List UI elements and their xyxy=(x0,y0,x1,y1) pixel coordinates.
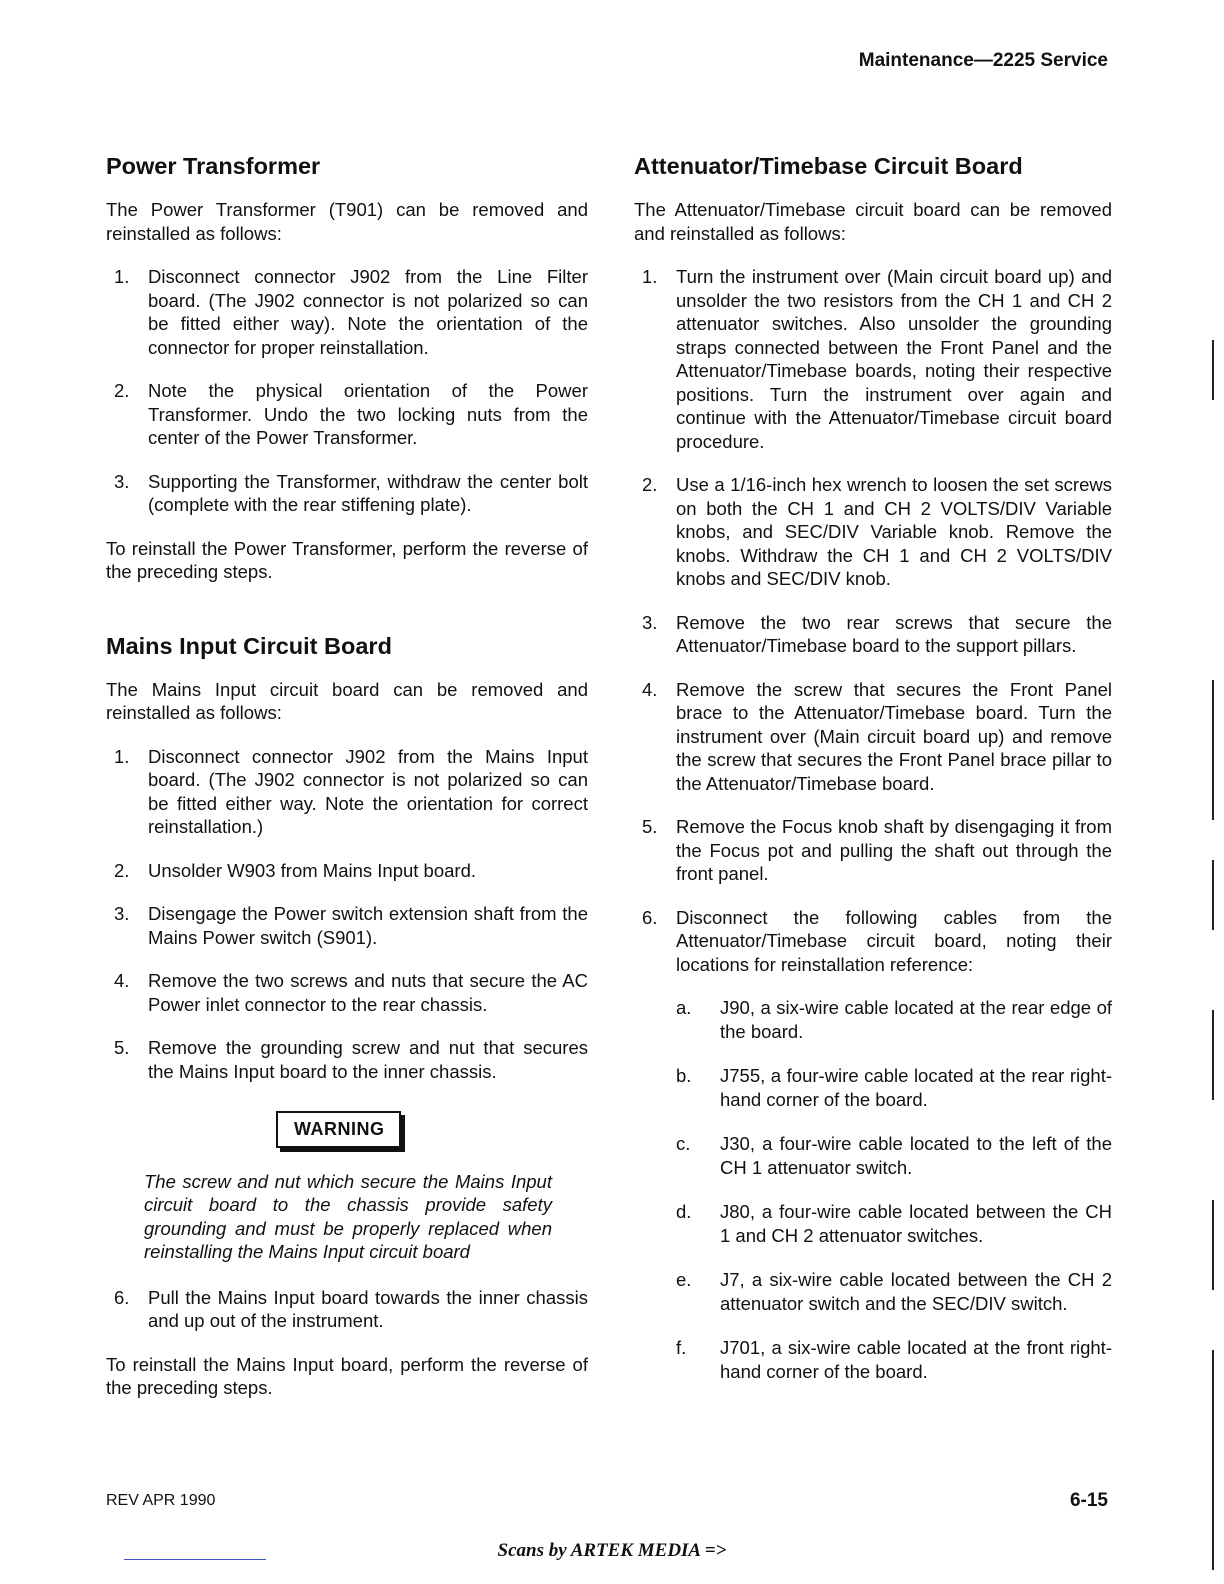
step-text: Unsolder W903 from Mains Input board. xyxy=(148,859,477,881)
scan-edge-mark xyxy=(1212,1350,1214,1570)
step-number: 2. xyxy=(642,474,658,495)
blue-underline-divider xyxy=(124,1559,266,1560)
list-item xyxy=(106,969,588,1016)
list-item xyxy=(676,1200,1112,1247)
substep-letter: c. xyxy=(676,1133,691,1154)
step-number: 5. xyxy=(642,816,658,837)
scan-edge-mark xyxy=(1212,680,1214,820)
cable-substeps xyxy=(634,996,1112,1383)
warning-text: The screw and nut which secure the Mains Input circuit board to the chassis provide safety grounding and must be properly replaced when reinstalling the Mains Input circuit board xyxy=(144,1170,552,1262)
substep-text: J30, a four-wire cable located to the left of the CH 1 attenuator switch. xyxy=(720,1133,1112,1178)
warning-callout xyxy=(106,1111,588,1148)
step-number: 3. xyxy=(114,903,130,924)
list-item xyxy=(676,1132,1112,1179)
list-item xyxy=(106,265,588,359)
list-item xyxy=(106,902,588,949)
page-number: 6-15 xyxy=(1069,1490,1108,1511)
attenuator-timebase-heading: Attenuator/Timebase Circuit Board xyxy=(634,153,1023,179)
step-text: Supporting the Transformer, withdraw the center bolt (complete with the rear stiffening plate). xyxy=(148,470,588,515)
step-text: Disconnect the following cables from the Attenuator/Timebase circuit board, noting their locations for reinstallation reference: xyxy=(676,906,1112,975)
power-transformer-outro: To reinstall the Power Transformer, perform the reverse of the preceding steps. xyxy=(106,537,588,582)
substep-text: J7, a six-wire cable located between the CH 2 attenuator switch and the SEC/DIV switch. xyxy=(720,1269,1112,1314)
attenuator-timebase-steps xyxy=(634,265,1112,976)
step-number: 1. xyxy=(114,745,130,767)
step-text: Turn the instrument over (Main circuit board up) and unsolder the two resistors from the CH 1 and CH 2 attenuator switches. Also unsolder the grounding straps connected between the Front Panel and the Attenuator/Timebase boards, noting their respective positions. Turn the instrument over again and continue with the Attenuator/Timebase circuit board procedure. xyxy=(676,266,1112,452)
substep-text: J701, a six-wire cable located at the front right-hand corner of the board. xyxy=(720,1337,1112,1382)
list-item xyxy=(676,1336,1112,1383)
list-item xyxy=(106,470,588,517)
step-number: 1. xyxy=(642,266,658,287)
step-number: 5. xyxy=(114,1037,130,1058)
step-number: 6. xyxy=(642,906,658,928)
list-item xyxy=(106,1286,588,1333)
power-transformer-heading: Power Transformer xyxy=(106,153,321,179)
step-number: 6. xyxy=(114,1286,130,1308)
step-text: Remove the two screws and nuts that secure the AC Power inlet connector to the rear chassis. xyxy=(148,970,588,1015)
step-text: Remove the Focus knob shaft by disengaging it from the Focus pot and pulling the shaft out through the front panel. xyxy=(676,816,1112,884)
mains-input-outro: To reinstall the Mains Input board, perform the reverse of the preceding steps. xyxy=(106,1353,588,1398)
mains-input-steps-continued xyxy=(106,1286,588,1333)
scan-edge-mark xyxy=(1212,860,1214,930)
step-text: Disconnect connector J902 from the Mains Input board. (The J902 connector is not polarized so can be fitted either way. Note the orientation for correct reinstallation.) xyxy=(148,745,588,837)
substep-letter: b. xyxy=(676,1065,692,1086)
scan-edge-mark xyxy=(1212,1010,1214,1100)
substep-text: J755, a four-wire cable located at the rear right-hand corner of the board. xyxy=(720,1065,1112,1110)
substep-text: J90, a six-wire cable located at the rear edge of the board. xyxy=(720,997,1112,1042)
step-number: 3. xyxy=(114,470,130,492)
step-text: Disconnect connector J902 from the Line Filter board. (The J902 connector is not polarized so can be fitted either way). Note the orientation of the connector for proper reinstallation. xyxy=(148,266,588,358)
list-item xyxy=(106,379,588,450)
mains-input-intro: The Mains Input circuit board can be removed and reinstalled as follows: xyxy=(106,678,588,723)
scan-edge-mark xyxy=(1212,340,1214,400)
step-text: Use a 1/16-inch hex wrench to loosen the set screws on both the CH 1 and CH 2 VOLTS/DIV Variable knobs, and SEC/DIV Variable knob. Remove the knobs. Withdraw the CH 1 and CH 2 VOLTS/DIV knobs and SEC/DIV knob. xyxy=(676,474,1112,589)
left-column xyxy=(106,148,588,1420)
substep-letter: a. xyxy=(676,997,692,1018)
step-text: Remove the two rear screws that secure the Attenuator/Timebase board to the support pillars. xyxy=(676,611,1112,656)
list-item xyxy=(634,611,1112,658)
step-text: Pull the Mains Input board towards the inner chassis and up out of the instrument. xyxy=(148,1286,588,1331)
attenuator-timebase-intro: The Attenuator/Timebase circuit board can be removed and reinstalled as follows: xyxy=(634,199,1112,244)
list-item xyxy=(106,1036,588,1083)
substep-letter: f. xyxy=(676,1337,687,1358)
list-item xyxy=(676,1268,1112,1315)
page-header-title: Maintenance—2225 Service xyxy=(858,50,1108,71)
step-number: 2. xyxy=(114,859,130,881)
warning-label: WARNING xyxy=(276,1111,401,1148)
substep-text: J80, a four-wire cable located between the CH 1 and CH 2 attenuator switches. xyxy=(720,1201,1112,1246)
step-number: 1. xyxy=(114,266,130,287)
list-item xyxy=(634,678,1112,796)
substep-letter: d. xyxy=(676,1201,692,1222)
list-item xyxy=(634,815,1112,886)
revision-date: REV APR 1990 xyxy=(106,1492,216,1509)
step-number: 2. xyxy=(114,380,130,401)
power-transformer-intro: The Power Transformer (T901) can be removed and reinstalled as follows: xyxy=(106,199,588,244)
mains-input-steps xyxy=(106,745,588,1084)
step-text: Disengage the Power switch extension shaft from the Mains Power switch (S901). xyxy=(148,903,588,948)
step-number: 4. xyxy=(642,678,658,700)
step-text: Note the physical orientation of the Power Transformer. Undo the two locking nuts from the center of the Power Transformer. xyxy=(148,380,588,448)
step-text: Remove the grounding screw and nut that secures the Mains Input board to the inner chassis. xyxy=(148,1037,588,1082)
list-item xyxy=(634,265,1112,453)
mains-input-heading: Mains Input Circuit Board xyxy=(106,632,392,659)
step-number: 4. xyxy=(114,970,130,991)
scan-credit: Scans by ARTEK MEDIA => xyxy=(497,1540,727,1561)
step-number: 3. xyxy=(642,611,658,633)
right-column xyxy=(634,148,1112,1404)
list-item xyxy=(634,473,1112,591)
substep-letter: e. xyxy=(676,1269,692,1290)
list-item xyxy=(676,996,1112,1043)
power-transformer-steps xyxy=(106,265,588,517)
step-text: Remove the screw that secures the Front Panel brace to the Attenuator/Timebase board. Turn the instrument over (Main circuit board up) and remove the screw that secures the Front Panel brace pillar to the Attenuator/Timebase board. xyxy=(676,678,1112,794)
list-item xyxy=(106,745,588,839)
list-item xyxy=(676,1064,1112,1111)
list-item xyxy=(634,906,1112,977)
scan-edge-mark xyxy=(1212,1200,1214,1290)
list-item xyxy=(106,859,588,883)
